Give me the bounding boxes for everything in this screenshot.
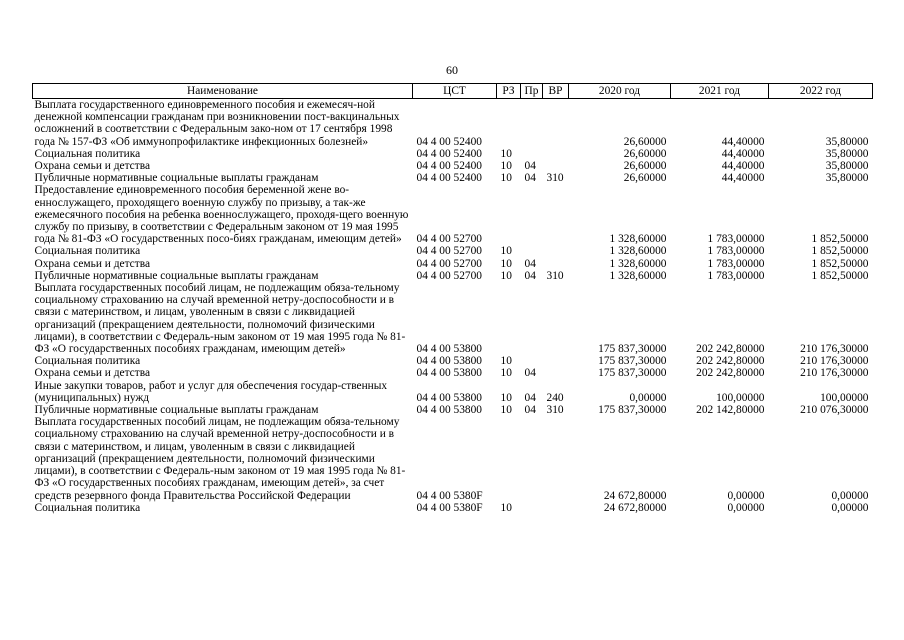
row-pr: 04 [524, 160, 536, 173]
row-name: Социальная политика [34, 147, 141, 160]
row-2021: 202 242,80000 [696, 343, 765, 356]
row-vr [543, 416, 569, 501]
table-row [33, 148, 873, 160]
row-pr [521, 416, 543, 501]
table-header-row [33, 84, 873, 99]
row-cst: 04 4 00 53800 [416, 355, 482, 368]
row-pr: 04 [524, 404, 536, 417]
row-name: Публичные нормативные социальные выплаты гражданам [34, 269, 319, 282]
row-2020: 175 837,30000 [598, 367, 667, 380]
table-row [33, 416, 873, 501]
row-2021: 202 142,80000 [696, 404, 765, 417]
header-vr: ВР [543, 84, 569, 99]
row-cst: 04 4 00 52700 [416, 233, 482, 246]
table-row [33, 367, 873, 379]
header-cst: ЦСТ [413, 84, 497, 99]
row-pr [521, 99, 543, 148]
row-2021: 100,00000 [716, 391, 765, 404]
row-2022: 210 076,30000 [800, 404, 869, 417]
table-row [33, 184, 873, 245]
row-2022: 1 852,50000 [811, 257, 869, 270]
row-vr [543, 355, 569, 367]
table-row [33, 258, 873, 270]
row-2022: 210 176,30000 [800, 355, 869, 368]
row-rz: 10 [500, 245, 512, 258]
row-vr [543, 160, 569, 172]
table-row [33, 380, 873, 404]
row-vr: 240 [546, 391, 564, 404]
row-2021: 44,40000 [721, 172, 765, 185]
row-2020: 26,60000 [623, 147, 667, 160]
row-name: Предоставление единовременного пособия беременной жене во-еннослужащего, проходящего военную службу по призыву, а так-же ежемесячного пособия на ребенка военнослужащего, проходя-щего военную службу по призыву, в соответствии с Федеральным законом от 19 мая 1995 года № 81-ФЗ «О государственных посо-биях гражданам, имеющим детей» [34, 184, 409, 246]
row-2022: 100,00000 [820, 391, 869, 404]
row-2020: 1 328,60000 [609, 269, 667, 282]
row-2020: 24 672,80000 [603, 501, 667, 514]
row-pr: 04 [524, 367, 536, 380]
row-name: Публичные нормативные социальные выплаты гражданам [34, 404, 319, 417]
row-rz: 10 [500, 147, 512, 160]
row-vr: 310 [546, 404, 564, 417]
row-cst: 04 4 00 52700 [416, 269, 482, 282]
row-name: Публичные нормативные социальные выплаты гражданам [34, 172, 319, 185]
row-name: Иные закупки товаров, работ и услуг для обеспечения государ-ственных (муниципальных) нужд [34, 379, 388, 404]
table-row [33, 160, 873, 172]
row-name: Охрана семьи и детства [34, 160, 150, 173]
row-2020: 1 328,60000 [609, 233, 667, 246]
row-cst: 04 4 00 52700 [416, 245, 482, 258]
row-cst: 04 4 00 53800 [416, 367, 482, 380]
row-vr [543, 258, 569, 270]
row-pr [521, 148, 543, 160]
row-vr [543, 99, 569, 148]
row-2022: 0,00000 [831, 501, 869, 514]
row-name: Выплата государственных пособий лицам, не подлежащим обяза-тельному социальному страхованию на случай временной нетру-доспособности и в связи с материнством, и лицам, уволенным в связи с ликвидацией организаций (прекращением деятельности, полномочий физическими лицами), в соответствии с Федераль-ным законом от 19 мая 1995 года № 81-ФЗ «О государственных пособиях гражданам, имеющим детей», за счет средств резервного фонда Правительства Российской Федерации [34, 416, 406, 502]
row-2021: 44,40000 [721, 135, 765, 148]
row-2020: 24 672,80000 [603, 489, 667, 502]
header-2021: 2021 год [671, 84, 769, 99]
row-rz [497, 99, 521, 148]
table-row [33, 355, 873, 367]
header-2020: 2020 год [569, 84, 671, 99]
row-pr: 04 [524, 172, 536, 185]
row-2021: 44,40000 [721, 160, 765, 173]
row-name: Охрана семьи и детства [34, 367, 150, 380]
row-2021: 0,00000 [727, 501, 765, 514]
row-2021: 202 242,80000 [696, 367, 765, 380]
row-rz: 10 [500, 404, 512, 417]
row-2022: 210 176,30000 [800, 343, 869, 356]
row-2020: 1 328,60000 [609, 245, 667, 258]
row-2022: 1 852,50000 [811, 269, 869, 282]
row-name: Социальная политика [34, 501, 141, 514]
row-2020: 0,00000 [629, 391, 667, 404]
row-rz: 10 [500, 269, 512, 282]
row-rz: 10 [500, 257, 512, 270]
row-cst: 04 4 00 52700 [416, 257, 482, 270]
row-rz: 10 [500, 501, 512, 514]
row-2020: 175 837,30000 [598, 343, 667, 356]
row-name: Охрана семьи и детства [34, 257, 150, 270]
table-row [33, 502, 873, 514]
row-pr [521, 282, 543, 355]
row-cst: 04 4 00 5380F [416, 501, 483, 514]
row-2022: 1 852,50000 [811, 233, 869, 246]
row-vr [543, 282, 569, 355]
row-cst: 04 4 00 53800 [416, 343, 482, 356]
row-2020: 26,60000 [623, 135, 667, 148]
page-number: 60 [446, 63, 458, 77]
row-cst: 04 4 00 53800 [416, 404, 482, 417]
row-2022: 0,00000 [831, 489, 869, 502]
table-row [33, 172, 873, 184]
header-rz: РЗ [497, 84, 521, 99]
row-pr [521, 502, 543, 514]
row-pr: 04 [524, 391, 536, 404]
row-2021: 1 783,00000 [707, 257, 765, 270]
table-row [33, 404, 873, 416]
row-2020: 26,60000 [623, 172, 667, 185]
row-2020: 1 328,60000 [609, 257, 667, 270]
row-vr [543, 184, 569, 245]
row-cst: 04 4 00 5380F [416, 489, 483, 502]
row-rz: 10 [500, 160, 512, 173]
row-2020: 175 837,30000 [598, 355, 667, 368]
row-pr: 04 [524, 257, 536, 270]
row-name: Выплата государственных пособий лицам, не подлежащим обяза-тельному социальному страхованию на случай временной нетру-доспособности и в связи с материнством, и лицам, уволенным в связи с ликвидацией организаций (прекращением деятельности, полномочий физическими лицами), в соответствии с Федераль-ным законом от 19 мая 1995 года № 81-ФЗ «О государственных пособиях гражданам, имеющим детей» [34, 282, 406, 356]
row-2021: 1 783,00000 [707, 233, 765, 246]
row-2022: 1 852,50000 [811, 245, 869, 258]
row-vr: 310 [546, 172, 564, 185]
row-2022: 35,80000 [825, 147, 869, 160]
table-row [33, 282, 873, 355]
row-vr [543, 245, 569, 257]
row-pr [521, 355, 543, 367]
row-cst: 04 4 00 53800 [416, 391, 482, 404]
row-rz [497, 184, 521, 245]
row-name: Выплата государственного единовременного пособия и ежемесяч-ной денежной компенсации гражданам при возникновении пост-вакцинальных осложнений в соответствии с Федеральным зако-ном от 17 сентября 1998 года № 157-ФЗ «Об иммунопрофилактике инфекционных болезней» [34, 99, 400, 148]
budget-table [32, 83, 873, 514]
row-rz: 10 [500, 172, 512, 185]
row-2020: 175 837,30000 [598, 404, 667, 417]
row-2021: 1 783,00000 [707, 245, 765, 258]
header-2022: 2022 год [769, 84, 873, 99]
table-row [33, 270, 873, 282]
row-name: Социальная политика [34, 355, 141, 368]
row-vr [543, 148, 569, 160]
row-rz: 10 [500, 355, 512, 368]
row-2020: 26,60000 [623, 160, 667, 173]
row-rz [497, 416, 521, 501]
row-rz [497, 282, 521, 355]
row-vr [543, 502, 569, 514]
row-2022: 35,80000 [825, 135, 869, 148]
row-pr [521, 245, 543, 257]
row-cst: 04 4 00 52400 [416, 135, 482, 148]
row-2021: 202 242,80000 [696, 355, 765, 368]
row-2021: 1 783,00000 [707, 269, 765, 282]
row-rz: 10 [500, 367, 512, 380]
row-2021: 0,00000 [727, 489, 765, 502]
row-2022: 35,80000 [825, 172, 869, 185]
row-name: Социальная политика [34, 245, 141, 258]
row-2021: 44,40000 [721, 147, 765, 160]
row-cst: 04 4 00 52400 [416, 160, 482, 173]
table-row [33, 245, 873, 257]
row-rz: 10 [500, 391, 512, 404]
row-pr [521, 184, 543, 245]
row-cst: 04 4 00 52400 [416, 172, 482, 185]
header-pr: Пр [521, 84, 543, 99]
row-vr [543, 367, 569, 379]
row-vr: 310 [546, 269, 564, 282]
row-2022: 35,80000 [825, 160, 869, 173]
row-2022: 210 176,30000 [800, 367, 869, 380]
table-body [33, 99, 873, 514]
table-row [33, 99, 873, 148]
row-pr: 04 [524, 269, 536, 282]
header-name: Наименование [33, 84, 413, 99]
row-cst: 04 4 00 52400 [416, 147, 482, 160]
